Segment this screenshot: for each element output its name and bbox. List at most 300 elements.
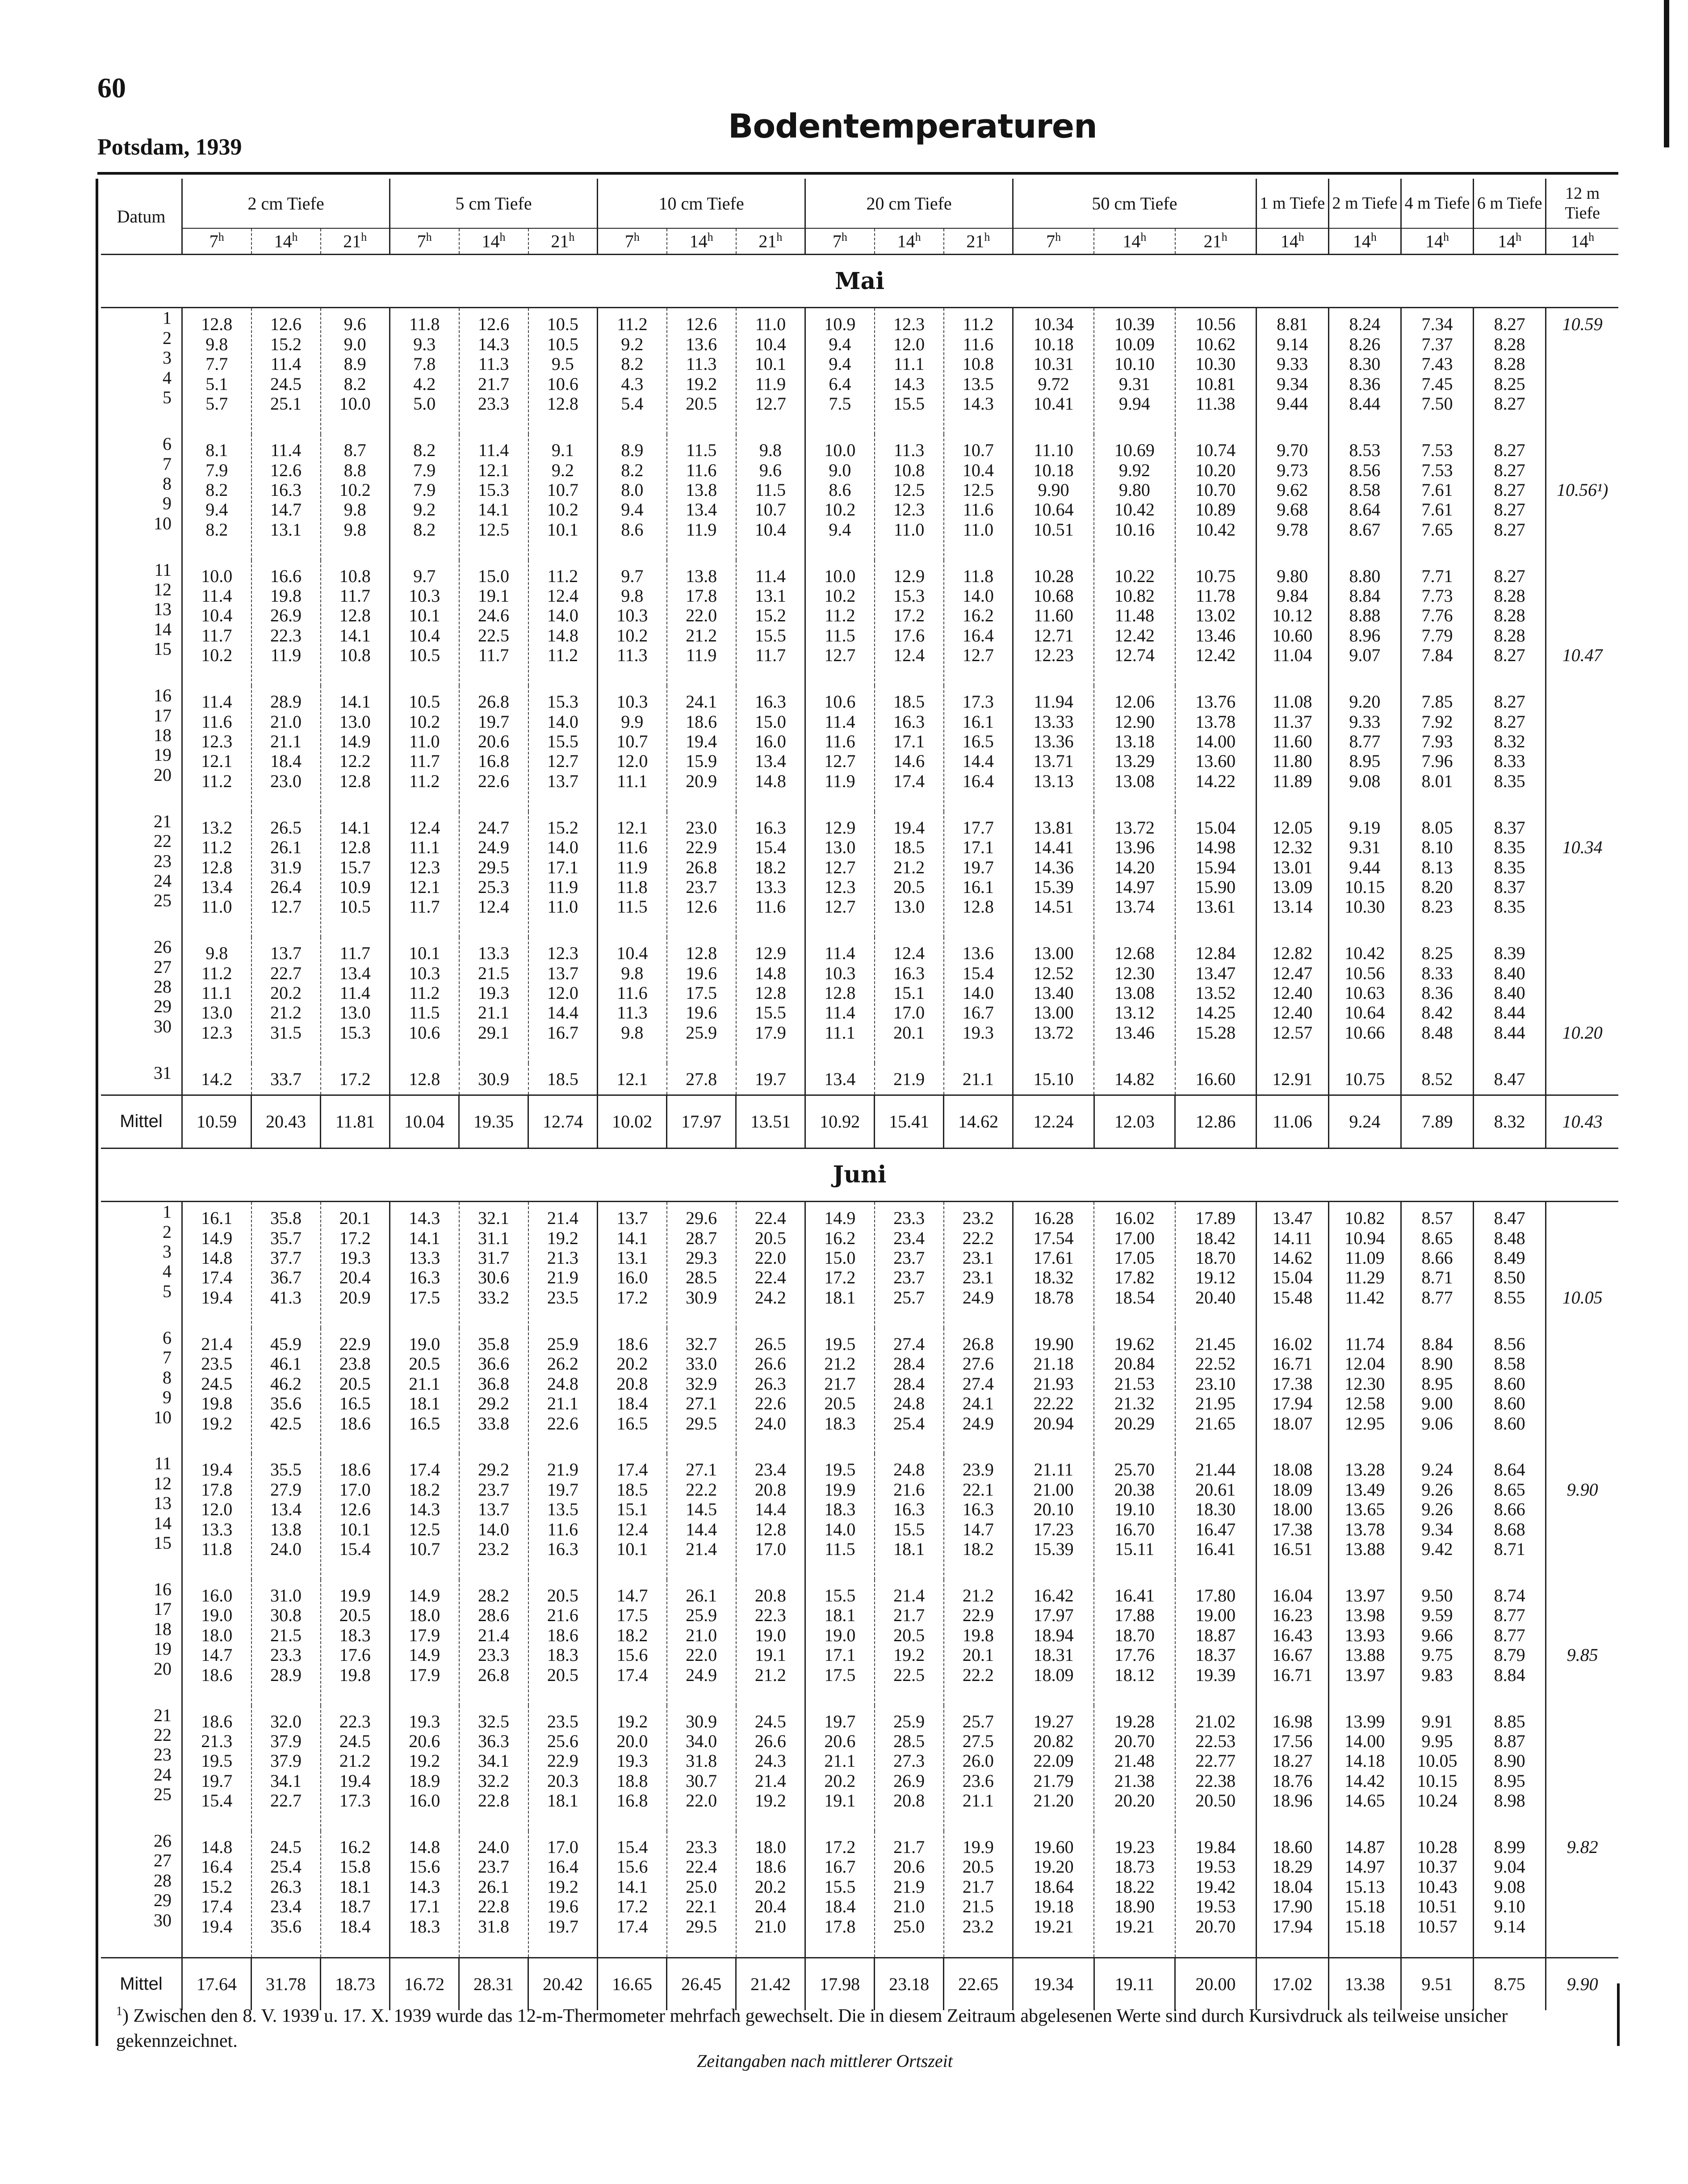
value-cell: 8.99 9.04 9.08 9.10 9.14 [1474,1831,1546,1958]
hour-value: 14 [1353,231,1371,252]
value-cell: 16.02 17.00 17.05 17.82 18.54 [1094,1202,1175,1328]
value-cell: 19.0 20.5 21.1 18.1 16.5 [390,1328,459,1454]
value-cell: 9.8 11.2 11.1 13.0 12.3 [182,937,251,1063]
value-cell: 11.3 10.8 12.5 12.3 11.0 [875,434,944,560]
value-cell: 16.3 15.4 18.2 13.3 11.6 [736,812,805,938]
hour-value: 21 [758,231,777,252]
hour-header [598,228,667,255]
value-cell: 17.89 18.42 18.70 19.12 20.40 [1175,1202,1257,1328]
hour-header [459,228,528,255]
hour-header [736,228,805,255]
header-5cm: 5 cm Tiefe [390,179,598,228]
value-cell: 12.82 12.47 12.40 12.40 12.57 [1256,937,1328,1063]
value-cell: 17.7 17.1 19.7 16.1 12.8 [944,812,1013,938]
hour-suffix: h [1516,231,1522,244]
hour-value: 14 [689,231,708,252]
value-cell: 12.9 15.3 17.2 17.6 12.4 [875,560,944,686]
value-cell: 18.6 17.0 12.6 10.1 15.4 [321,1454,390,1580]
value-cell: 10.42 10.56 10.63 10.64 10.66 [1328,937,1401,1063]
value-cell: 10.9 9.4 9.4 6.4 7.5 [805,308,875,434]
hour-suffix: h [1055,231,1061,244]
mittel-value: 21.42 [736,1958,805,2010]
value-cell: 18.60 18.29 18.04 17.90 17.94 [1256,1831,1328,1958]
hour-value: 14 [482,231,500,252]
value-cell: 11.4 11.6 12.3 12.1 11.2 [182,686,251,812]
value-cell: 22.9 23.8 20.5 16.5 18.6 [321,1328,390,1454]
day-numbers: 16 17 18 19 20 [154,686,172,785]
mittel-value: 31.78 [251,1958,321,2010]
value-cell: 16.0 19.0 18.0 14.7 18.6 [182,1580,251,1706]
header-1m: 1 m Tiefe [1256,179,1328,228]
value-cell: 13.3 21.5 19.3 21.1 29.1 [459,937,528,1063]
value-cell: 24.1 18.6 19.4 15.9 20.9 [667,686,736,812]
value-cell: 13.00 12.52 13.40 13.00 13.72 [1013,937,1094,1063]
value-cell: 8.56 8.58 8.60 8.60 8.60 [1474,1328,1546,1454]
value-cell: 8.47 8.48 8.49 8.50 8.55 [1474,1202,1546,1328]
value-cell: 30.9 [459,1063,528,1095]
value-cell: 9.90 [1546,1454,1618,1580]
value-cell: 20.5 21.6 18.6 18.3 20.5 [528,1580,598,1706]
value-cell: 9.19 9.31 9.44 10.15 10.30 [1328,812,1401,938]
value-cell: 16.28 17.54 17.61 18.32 18.78 [1013,1202,1094,1328]
value-cell: 13.76 13.78 14.00 13.60 14.22 [1175,686,1257,812]
value-cell: 19.7 [736,1063,805,1095]
value-cell: 21.4 19.2 21.3 21.9 23.5 [528,1202,598,1328]
value-cell: 35.8 36.6 36.8 29.2 33.8 [459,1328,528,1454]
value-cell: 21.11 21.00 20.10 17.23 15.39 [1013,1454,1094,1580]
mittel-value: 8.32 [1474,1095,1546,1148]
value-cell: 14.9 18.0 17.9 14.9 17.9 [390,1580,459,1706]
mittel-value: 12.24 [1013,1095,1094,1148]
mittel-value: 12.74 [528,1095,598,1148]
value-cell: 16.6 19.8 26.9 22.3 11.9 [251,560,321,686]
value-cell: 10.0 10.2 11.2 11.5 12.7 [805,560,875,686]
hour-value: 14 [1425,231,1444,252]
value-cell: 10.74 10.20 10.70 10.89 10.42 [1175,434,1257,560]
value-cell: 21.02 22.53 22.77 22.38 20.50 [1175,1706,1257,1832]
value-cell: 21.4 21.7 20.5 19.2 22.5 [875,1580,944,1706]
value-cell: 19.62 20.84 21.53 21.32 20.29 [1094,1328,1175,1454]
value-cell: 7.71 7.73 7.76 7.79 7.84 [1401,560,1473,686]
value-cell: 8.64 8.65 8.66 8.68 8.71 [1474,1454,1546,1580]
hour-suffix: h [426,231,432,244]
hour-value: 14 [1571,231,1589,252]
value-cell: 29.2 23.7 13.7 14.0 23.2 [459,1454,528,1580]
value-cell: 12.8 9.8 7.7 5.1 5.7 [182,308,251,434]
hour-suffix: h [361,231,367,244]
hour-value: 14 [1123,231,1141,252]
hour-suffix: h [1443,231,1449,244]
hour-value: 14 [897,231,915,252]
header-12m: 12 m Tiefe [1546,179,1618,228]
hour-value: 7 [624,231,634,252]
value-cell: 17.4 18.5 15.1 12.4 10.1 [598,1454,667,1580]
value-cell: 17.0 16.4 19.2 19.6 19.7 [528,1831,598,1958]
hour-value: 14 [1280,231,1298,252]
value-cell: 11.2 12.4 14.0 14.8 11.2 [528,560,598,686]
mittel-value: 23.18 [875,1958,944,2010]
value-cell: 11.2 9.2 8.2 4.3 5.4 [598,308,667,434]
mittel-value: 28.31 [459,1958,528,2010]
mittel-value: 9.90 [1546,1958,1618,2010]
hour-header [182,228,251,255]
month-title: Juni [101,1148,1618,1201]
value-cell: 23.4 20.8 14.4 12.8 17.0 [736,1454,805,1580]
value-cell: 35.5 27.9 13.4 13.8 24.0 [251,1454,321,1580]
value-cell: 8.2 7.9 7.9 9.2 8.2 [390,434,459,560]
value-cell: 21.2 22.9 19.8 20.1 22.2 [944,1580,1013,1706]
value-cell: 10.39 10.09 10.10 9.31 9.94 [1094,308,1175,434]
hour-header [1474,228,1546,255]
value-cell: 15.5 18.1 19.0 17.1 17.5 [805,1580,875,1706]
value-cell: 19.5 19.9 18.3 14.0 11.5 [805,1454,875,1580]
mittel-value: 13.51 [736,1095,805,1148]
value-cell: 18.6 20.2 20.8 18.4 16.5 [598,1328,667,1454]
value-cell: 35.8 35.7 37.7 36.7 41.3 [251,1202,321,1328]
mittel-value: 12.86 [1175,1095,1257,1148]
day-numbers: 21 22 23 24 25 [154,1705,172,1805]
value-cell: 13.8 17.8 22.0 21.2 11.9 [667,560,736,686]
value-cell: 16.98 17.56 18.27 18.76 18.96 [1256,1706,1328,1832]
hour-suffix: h [984,231,990,244]
mittel-value: 16.72 [390,1958,459,2010]
value-cell [1546,1063,1618,1095]
hour-header [1546,228,1618,255]
value-cell: 10.0 11.4 10.4 11.7 10.2 [182,560,251,686]
value-cell: 16.3 15.0 16.0 13.4 14.8 [736,686,805,812]
value-cell: 21.4 23.5 24.5 19.8 19.2 [182,1328,251,1454]
value-cell: 10.5 10.5 9.5 10.6 12.8 [528,308,598,434]
mittel-value: 20.43 [251,1095,321,1148]
value-cell: 9.1 9.2 10.7 10.2 10.1 [528,434,598,560]
value-cell: 10.28 10.37 10.43 10.51 10.57 [1401,1831,1473,1958]
mittel-value: 22.65 [944,1958,1013,2010]
value-cell: 16.04 16.23 16.43 16.67 16.71 [1256,1580,1328,1706]
value-cell: 10.5 10.2 11.0 11.7 11.2 [390,686,459,812]
value-cell: 8.80 8.84 8.88 8.96 9.07 [1328,560,1401,686]
value-cell: 9.70 9.73 9.62 9.68 9.78 [1256,434,1328,560]
value-cell: 21.1 [944,1063,1013,1095]
value-cell: 14.87 14.97 15.13 15.18 15.18 [1328,1831,1401,1958]
value-cell: 26.5 26.1 31.9 26.4 12.7 [251,812,321,938]
value-cell: 23.3 22.4 25.0 22.1 29.5 [667,1831,736,1958]
timezone-note: Zeitangaben nach mittlerer Ortszeit [697,2051,953,2071]
mittel-value: 19.35 [459,1095,528,1148]
value-cell: 7.85 7.92 7.93 7.96 8.01 [1401,686,1473,812]
header-2cm: 2 cm Tiefe [182,179,390,228]
hour-value: 7 [417,231,426,252]
value-cell: 8.24 8.26 8.30 8.36 8.44 [1328,308,1401,434]
value-cell: 19.9 20.5 21.7 21.5 23.2 [944,1831,1013,1958]
soil-temperature-table [101,179,1618,2010]
value-cell: 23.2 22.2 23.1 23.1 24.9 [944,1202,1013,1328]
value-cell: 8.27 8.27 8.32 8.33 8.35 [1474,686,1546,812]
day-numbers: 26 27 28 29 30 [154,937,172,1036]
mittel-value: 17.64 [182,1958,251,2010]
value-cell: 9.91 9.95 10.05 10.15 10.24 [1401,1706,1473,1832]
value-cell: 12.84 13.47 13.52 14.25 15.28 [1175,937,1257,1063]
value-cell: 19.28 20.70 21.48 21.38 20.20 [1094,1706,1175,1832]
value-cell: 10.6 11.4 11.6 12.7 11.9 [805,686,875,812]
value-cell: 12.06 12.90 13.18 13.29 13.08 [1094,686,1175,812]
value-cell: 8.7 8.8 10.2 9.8 9.8 [321,434,390,560]
page-number: 60 [97,72,126,104]
value-cell: 12.05 12.32 13.01 13.09 13.14 [1256,812,1328,938]
value-cell: 15.0 19.1 24.6 22.5 11.7 [459,560,528,686]
value-cell: 19.2 20.0 19.3 18.8 16.8 [598,1706,667,1832]
footnote-mark: 1 [116,2004,122,2018]
value-cell: 12.8 [390,1063,459,1095]
value-cell: 15.04 14.98 15.94 15.90 13.61 [1175,812,1257,938]
value-cell: 8.37 8.35 8.35 8.37 8.35 [1474,812,1546,938]
value-cell: 8.81 9.14 9.33 9.34 9.44 [1256,308,1328,434]
value-cell: 7.53 7.53 7.61 7.61 7.65 [1401,434,1473,560]
hour-suffix: h [218,231,224,244]
value-cell: 12.4 16.3 15.1 17.0 20.1 [875,937,944,1063]
value-cell: 13.47 14.11 14.62 15.04 15.48 [1256,1202,1328,1328]
value-cell: 21.7 20.6 21.9 21.0 25.0 [875,1831,944,1958]
value-cell: 8.25 8.33 8.36 8.42 8.48 [1401,937,1473,1063]
mittel-value: 14.62 [944,1095,1013,1148]
value-cell: 10.7 10.4 12.5 11.6 11.0 [944,434,1013,560]
value-cell: 12.3 13.7 12.0 14.4 16.7 [528,937,598,1063]
mittel-value: 26.45 [667,1958,736,2010]
day-numbers: 16 17 18 19 20 [154,1579,172,1679]
value-cell: 12.9 13.0 12.7 12.3 12.7 [805,812,875,938]
value-cell: 15.10 [1013,1063,1094,1095]
value-cell: 14.7 17.5 18.2 15.6 17.4 [598,1580,667,1706]
value-cell: 30.9 34.0 31.8 30.7 22.0 [667,1706,736,1832]
value-cell: 8.74 8.77 8.77 8.79 8.84 [1474,1580,1546,1706]
hour-suffix: h [499,231,506,244]
mittel-value: 11.81 [321,1095,390,1148]
value-cell: 19.60 19.20 18.64 19.18 19.21 [1013,1831,1094,1958]
value-cell: 9.8 9.6 11.5 10.7 10.4 [736,434,805,560]
mittel-value: 10.43 [1546,1095,1618,1148]
value-cell: 19.27 20.82 22.09 21.79 21.20 [1013,1706,1094,1832]
value-cell: 14.9 16.2 15.0 17.2 18.1 [805,1202,875,1328]
value-cell: 17.2 16.7 15.5 18.4 17.8 [805,1831,875,1958]
hour-value: 21 [343,231,361,252]
header-20cm: 20 cm Tiefe [805,179,1013,228]
value-cell [1546,1328,1618,1454]
value-cell: 9.24 9.26 9.26 9.34 9.42 [1401,1454,1473,1580]
value-cell: 16.41 17.88 18.70 17.76 18.12 [1094,1580,1175,1706]
value-cell: 24.0 23.7 26.1 22.8 31.8 [459,1831,528,1958]
value-cell: 10.4 9.8 11.6 11.3 9.8 [598,937,667,1063]
value-cell: 27.4 28.4 28.4 24.8 25.4 [875,1328,944,1454]
mittel-value: 15.41 [875,1095,944,1148]
mittel-value: 10.02 [598,1095,667,1148]
value-cell: 32.1 31.1 31.7 30.6 33.2 [459,1202,528,1328]
value-cell: 10.0 9.0 8.6 10.2 9.4 [805,434,875,560]
binding-bar [1664,0,1669,147]
value-cell: 25.9 28.5 27.3 26.9 20.8 [875,1706,944,1832]
value-cell: 11.0 10.4 10.1 11.9 12.7 [736,308,805,434]
day-numbers: 6 7 8 9 10 [154,434,172,533]
value-cell: 26.8 27.6 27.4 24.1 24.9 [944,1328,1013,1454]
day-block [101,1328,1618,1454]
value-cell: 24.5 26.6 24.3 21.4 19.2 [736,1706,805,1832]
value-cell: 18.5 16.3 17.1 14.6 17.4 [875,686,944,812]
value-cell: 10.34 10.18 10.31 9.72 10.41 [1013,308,1094,434]
value-cell: 20.8 22.3 19.0 19.1 21.2 [736,1580,805,1706]
value-cell: 10.69 9.92 9.80 10.42 10.16 [1094,434,1175,560]
header-row-hours [101,228,1618,255]
value-cell: 45.9 46.1 46.2 35.6 42.5 [251,1328,321,1454]
hour-suffix: h [1140,231,1147,244]
mittel-value: 9.24 [1328,1095,1401,1148]
value-cell: 9.20 9.33 8.77 8.95 9.08 [1328,686,1401,812]
value-cell: 31.0 30.8 21.5 23.3 28.9 [251,1580,321,1706]
day-block [101,560,1618,686]
mittel-value: 20.42 [528,1958,598,2010]
value-cell: 19.4 17.8 12.0 13.3 11.8 [182,1454,251,1580]
value-cell: 17.80 19.00 18.87 18.37 19.39 [1175,1580,1257,1706]
mittel-value: 11.06 [1256,1095,1328,1148]
value-cell: 10.8 11.7 12.8 14.1 10.8 [321,560,390,686]
hour-header [1013,228,1094,255]
value-cell: 14.1 12.8 15.7 10.9 10.5 [321,812,390,938]
hour-suffix: h [776,231,783,244]
value-cell: 22.4 20.5 22.0 22.4 24.2 [736,1202,805,1328]
month-row [101,1148,1618,1201]
value-cell: 13.7 22.7 20.2 21.2 31.5 [251,937,321,1063]
value-cell: 13.97 13.98 13.93 13.88 13.97 [1328,1580,1401,1706]
value-cell: 23.9 22.1 16.3 14.7 18.2 [944,1454,1013,1580]
mittel-value: 16.65 [598,1958,667,2010]
value-cell: 10.75 11.78 13.02 13.46 12.42 [1175,560,1257,686]
value-cell: 15.2 14.0 17.1 11.9 11.0 [528,812,598,938]
hour-header [251,228,321,255]
day-block [101,1202,1618,1328]
value-cell [1546,1706,1618,1832]
value-cell: 16.02 16.71 17.38 17.94 18.07 [1256,1328,1328,1454]
value-cell: 13.28 13.49 13.65 13.78 13.88 [1328,1454,1401,1580]
value-cell: 26.5 26.6 26.3 22.6 24.0 [736,1328,805,1454]
value-cell: 15.3 14.0 15.5 12.7 13.7 [528,686,598,812]
day-numbers: 21 22 23 24 25 [154,811,172,911]
page-title: Bodentemperaturen [728,107,1097,146]
value-cell: 11.4 12.1 15.3 14.1 12.5 [459,434,528,560]
hour-value: 14 [1498,231,1516,252]
mittel-value: 17.98 [805,1958,875,2010]
value-cell: 8.9 8.2 8.0 9.4 8.6 [598,434,667,560]
value-cell: 14.2 [182,1063,251,1095]
value-cell: 7.34 7.37 7.43 7.45 7.50 [1401,308,1473,434]
value-cell: 13.72 13.96 14.20 14.97 13.74 [1094,812,1175,938]
table-right-border [1617,1983,1620,2046]
day-numbers: 11 12 13 14 15 [154,560,172,659]
value-cell: 27.8 [667,1063,736,1095]
value-cell: 12.6 13.6 11.3 19.2 20.5 [667,308,736,434]
value-cell: 11.4 10.3 12.8 11.4 11.1 [805,937,875,1063]
mittel-value: 7.89 [1401,1095,1473,1148]
value-cell: 11.5 11.6 13.8 13.4 11.9 [667,434,736,560]
value-cell: 12.1 11.6 11.9 11.8 11.5 [598,812,667,938]
mittel-row [101,1095,1618,1148]
value-cell: 24.5 25.4 26.3 23.4 35.6 [251,1831,321,1958]
value-cell: 17.3 16.1 16.5 14.4 16.4 [944,686,1013,812]
value-cell: 17.2 [321,1063,390,1095]
value-cell: 27.1 22.2 14.5 14.4 21.4 [667,1454,736,1580]
hour-value: 7 [1046,231,1056,252]
value-cell: 32.7 33.0 32.9 27.1 29.5 [667,1328,736,1454]
hour-header [667,228,736,255]
mittel-value: 9.51 [1401,1958,1473,2010]
value-cell: 12.6 14.3 11.3 21.7 23.3 [459,308,528,434]
value-cell: 19.84 19.53 19.42 19.53 20.70 [1175,1831,1257,1958]
value-cell: 9.50 9.59 9.66 9.75 9.83 [1401,1580,1473,1706]
hour-value: 7 [832,231,842,252]
header-row-depths [101,179,1618,228]
value-cell: 19.90 21.18 21.93 22.22 20.94 [1013,1328,1094,1454]
value-cell: 11.10 10.18 9.90 10.64 10.51 [1013,434,1094,560]
value-cell: 11.94 13.33 13.36 13.71 13.13 [1013,686,1094,812]
value-cell: 14.8 16.4 15.2 17.4 19.4 [182,1831,251,1958]
mittel-label: Mittel [101,1095,182,1148]
header-10cm: 10 cm Tiefe [598,179,805,228]
mittel-value: 12.03 [1094,1095,1175,1148]
value-cell: 28.2 28.6 21.4 23.3 26.8 [459,1580,528,1706]
hour-header [1094,228,1175,255]
top-rule [97,172,1618,175]
value-cell: 19.5 21.2 21.7 20.5 18.3 [805,1328,875,1454]
hour-suffix: h [841,231,847,244]
hour-value: 21 [966,231,984,252]
hour-suffix: h [633,231,640,244]
header-50cm: 50 cm Tiefe [1013,179,1257,228]
value-cell: 13.81 14.41 14.36 15.39 14.51 [1013,812,1094,938]
day-block [101,1063,1618,1095]
hour-header [528,228,598,255]
value-cell: 19.9 20.5 18.3 17.6 19.8 [321,1580,390,1706]
mittel-value: 10.92 [805,1095,875,1148]
value-cell: 10.82 10.94 11.09 11.29 11.42 [1328,1202,1401,1328]
value-cell: 11.08 11.37 11.60 11.80 11.89 [1256,686,1328,812]
value-cell: 10.59 [1546,308,1618,434]
value-cell: 23.5 25.6 22.9 20.3 18.1 [528,1706,598,1832]
day-numbers: 6 7 8 9 10 [154,1328,172,1427]
month-title: Mai [101,255,1618,308]
value-cell: 10.47 [1546,560,1618,686]
value-cell: 25.7 27.5 26.0 23.6 21.1 [944,1706,1013,1832]
value-cell: 13.7 14.1 13.1 16.0 17.2 [598,1202,667,1328]
hour-suffix: h [915,231,921,244]
value-cell: 9.82 [1546,1831,1618,1958]
mittel-value: 18.73 [321,1958,390,2010]
value-cell: 12.8 19.6 17.5 19.6 25.9 [667,937,736,1063]
value-cell: 12.4 11.1 12.3 12.1 11.7 [390,812,459,938]
hour-header [1256,228,1328,255]
value-cell: 23.3 23.4 23.7 23.7 25.7 [875,1202,944,1328]
value-cell: 18.08 18.09 18.00 17.38 16.51 [1256,1454,1328,1580]
value-cell: 18.0 18.6 20.2 20.4 21.0 [736,1831,805,1958]
value-cell: 15.4 15.6 14.1 17.2 17.4 [598,1831,667,1958]
value-cell: 8.57 8.65 8.66 8.71 8.77 [1401,1202,1473,1328]
value-cell: 10.56¹) [1546,434,1618,560]
value-cell: 19.4 18.5 21.2 20.5 13.0 [875,812,944,938]
value-cell: 8.47 [1474,1063,1546,1095]
hour-value: 14 [274,231,292,252]
hour-suffix: h [292,231,298,244]
value-cell: 16.42 17.97 18.94 18.31 18.09 [1013,1580,1094,1706]
value-cell: 14.82 [1094,1063,1175,1095]
day-block [101,308,1618,434]
value-cell: 16.2 15.8 18.1 18.7 18.4 [321,1831,390,1958]
mittel-value: 19.11 [1094,1958,1175,2010]
hour-suffix: h [1298,231,1304,244]
